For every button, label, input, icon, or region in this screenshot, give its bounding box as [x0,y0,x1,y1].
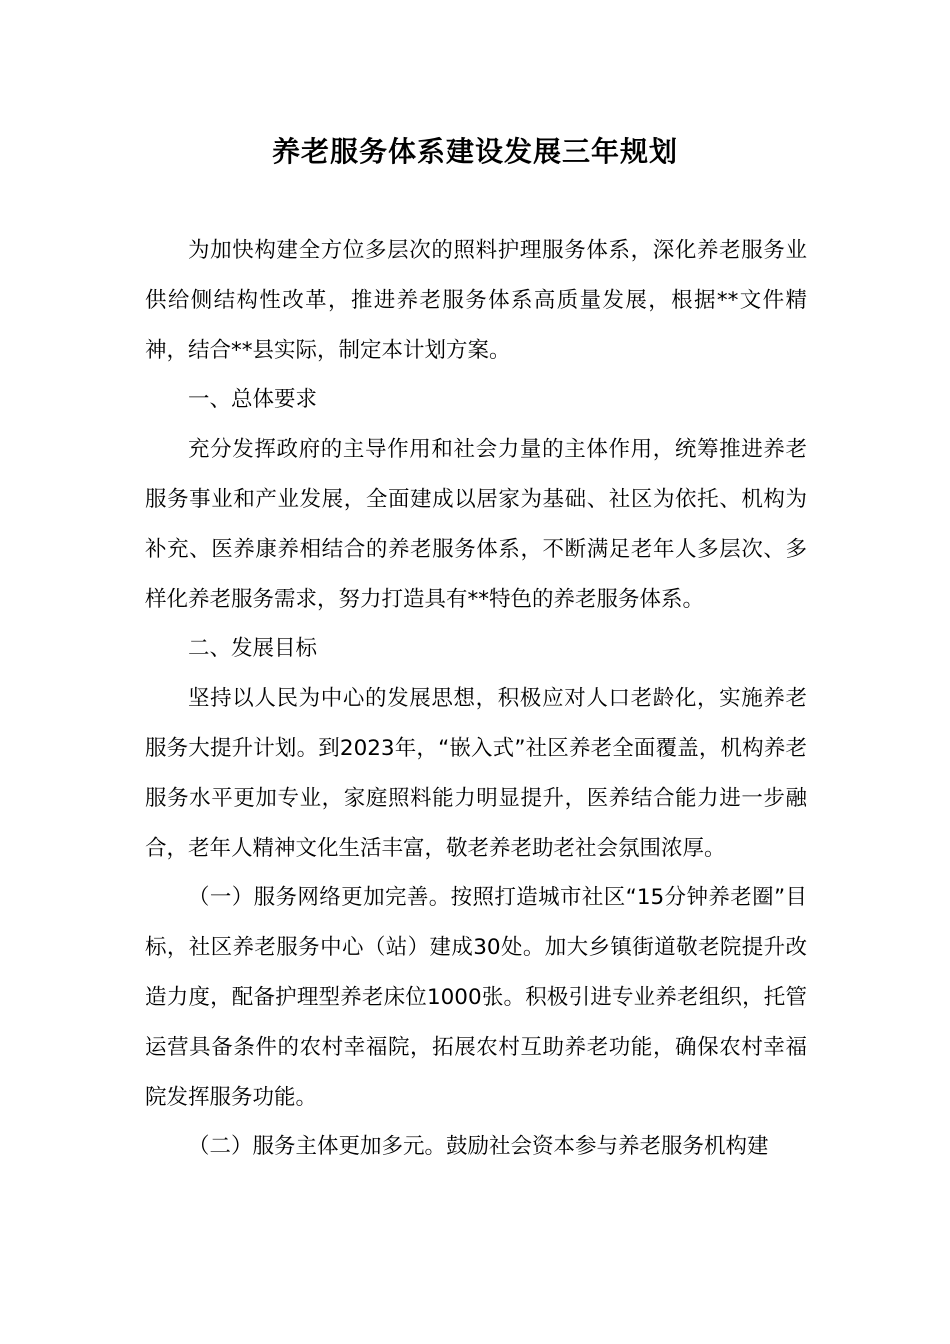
goals-paragraph: 坚持以人民为中心的发展思想，积极应对人口老龄化，实施养老服务大提升计划。到2023年，“嵌入式”社区养老全面覆盖，机构养老服务水平更加专业，家庭照料能力明显提升，医养结合能力进一步融合，老年人精神文化生活丰富，敬老养老助老社会氛围浓厚。 [145,686,807,861]
document-body [145,226,807,1172]
intro-paragraph: 为加快构建全方位多层次的照料护理服务体系，深化养老服务业供给侧结构性改革，推进养老服务体系高质量发展，根据**文件精神，结合**县实际，制定本计划方案。 [145,238,807,363]
service-provider-paragraph: （二）服务主体更加多元。鼓励社会资本参与养老服务机构建 [188,1134,769,1160]
section-heading-1: 一、总体要求 [188,387,318,413]
service-network-paragraph: （一）服务网络更加完善。按照打造城市社区“15分钟养老圈”目标，社区养老服务中心（站）建成30处。加大乡镇街道敬老院提升改造力度，配备护理型养老床位1000张。积极引进专业养老组织，托管运营具备条件的农村幸福院，拓展农村互助养老功能，确保农村幸福院发挥服务功能。 [145,885,807,1110]
document-title: 养老服务体系建设发展三年规划 [271,135,678,168]
section-heading-2: 二、发展目标 [188,636,318,662]
requirements-paragraph: 充分发挥政府的主导作用和社会力量的主体作用，统筹推进养老服务事业和产业发展，全面建成以居家为基础、社区为依托、机构为补充、医养康养相结合的养老服务体系，不断满足老年人多层次、多样化养老服务需求，努力打造具有**特色的养老服务体系。 [145,437,807,612]
